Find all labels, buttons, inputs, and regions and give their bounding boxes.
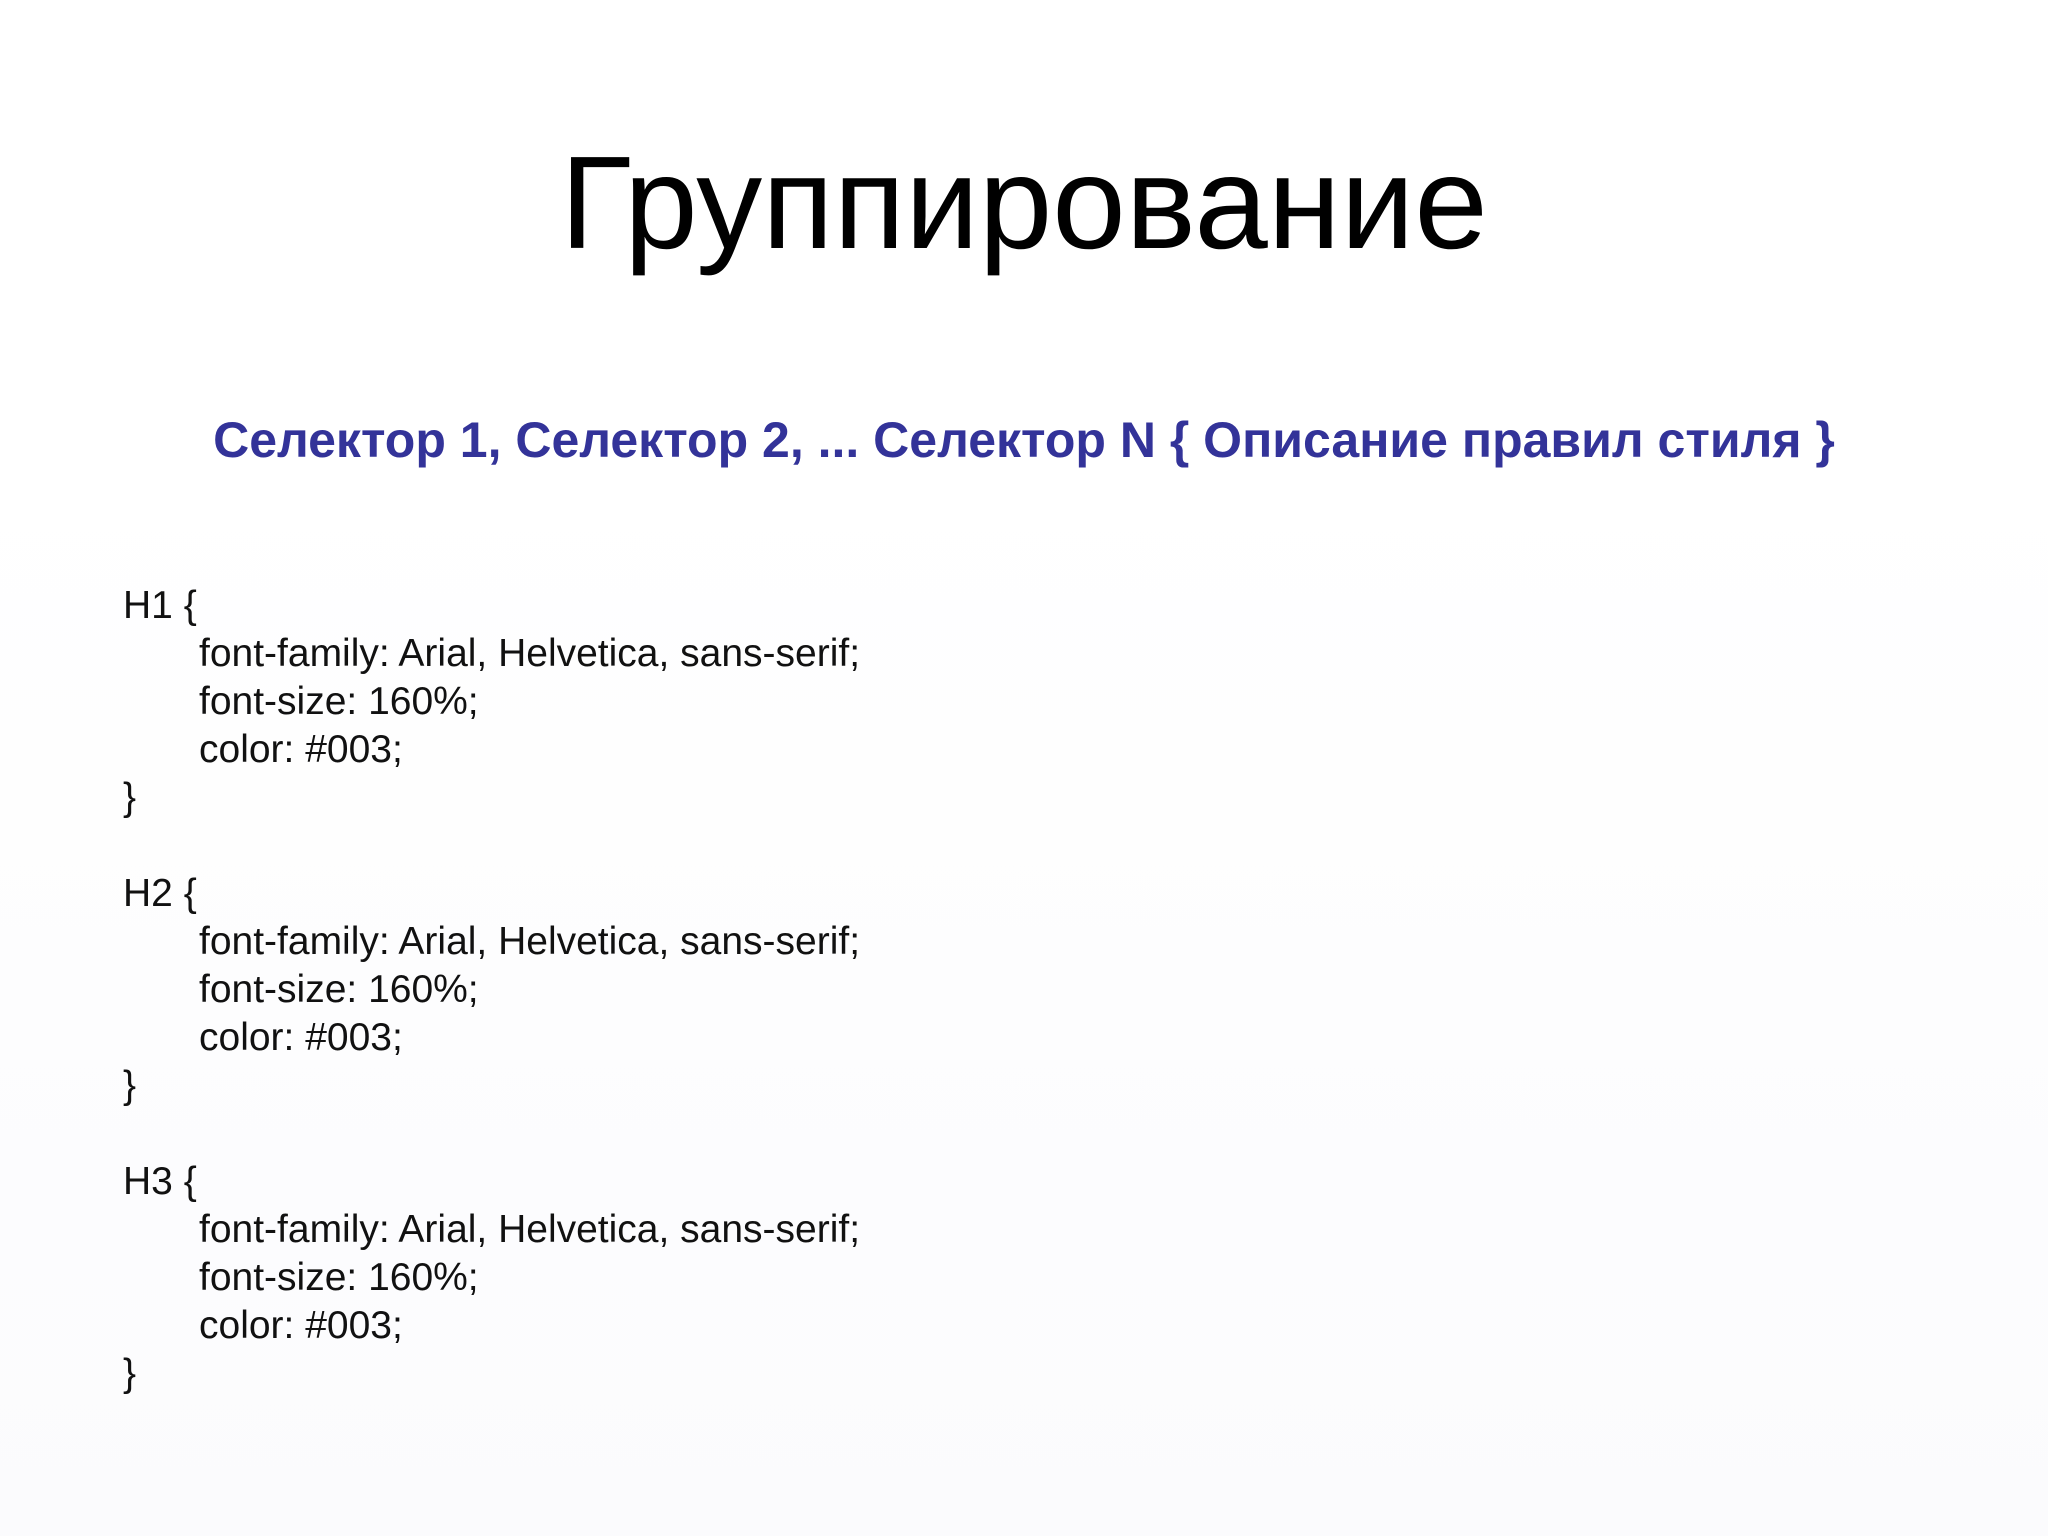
declaration-color: color: #003; [199,728,403,771]
declaration-color: color: #003; [199,1016,403,1059]
rule-opening: H1 { [123,584,197,627]
code-example [123,582,1823,1446]
rule-opening: H3 { [123,1160,197,1203]
css-rule-h2 [123,870,1823,1110]
rule-closing: } [123,1352,137,1395]
rule-closing: } [123,776,137,819]
css-rule-h1 [123,582,1823,822]
declaration-font-family: font-family: Arial, Helvetica, sans-serif; [199,632,861,675]
declaration-font-family: font-family: Arial, Helvetica, sans-serif; [199,1208,861,1251]
declaration-color: color: #003; [199,1304,403,1347]
css-rule-h3 [123,1158,1823,1398]
rule-closing: } [123,1064,137,1107]
declaration-font-size: font-size: 160%; [199,1256,479,1299]
slide-title: Группирование [560,129,1488,276]
rule-opening: H2 { [123,872,197,915]
declaration-font-size: font-size: 160%; [199,968,479,1011]
declaration-font-size: font-size: 160%; [199,680,479,723]
syntax-subtitle: Селектор 1, Селектор 2, ... Селектор N { Описание правил стиля } [213,412,1835,468]
declaration-font-family: font-family: Arial, Helvetica, sans-serif; [199,920,861,963]
